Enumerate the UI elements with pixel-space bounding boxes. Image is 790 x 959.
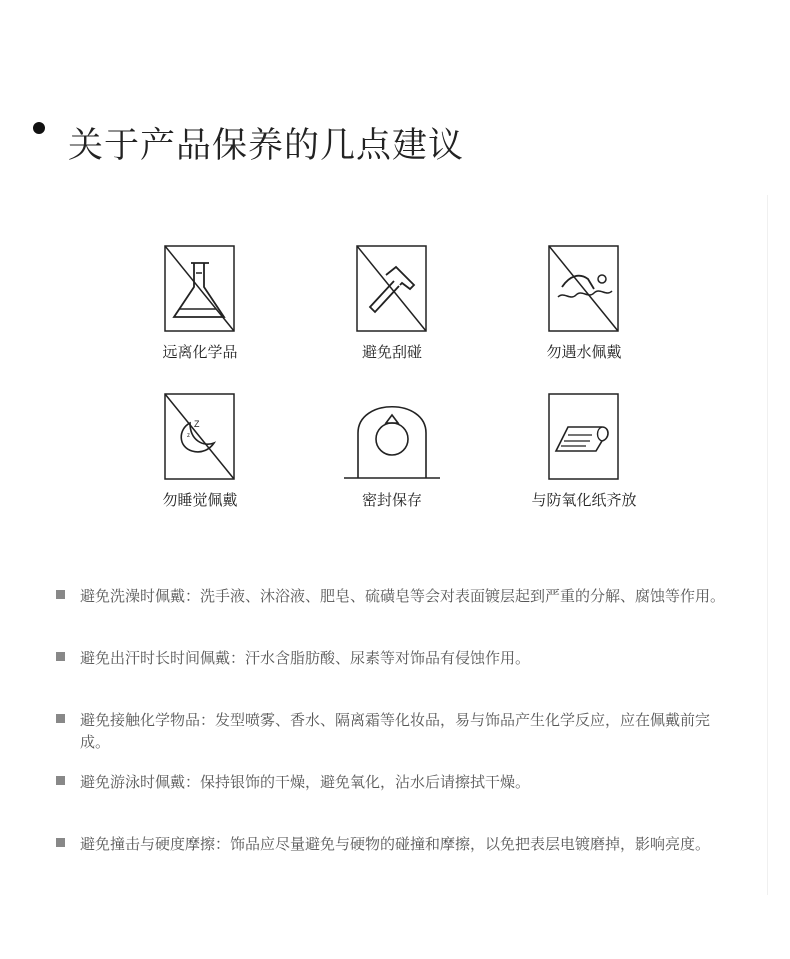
care-label: 勿睡觉佩戴 <box>162 491 238 509</box>
svg-text:Z: Z <box>194 419 200 429</box>
page-title: 关于产品保养的几点建议 <box>68 126 465 166</box>
edge-divider <box>767 195 768 895</box>
list-item <box>56 771 736 793</box>
care-label: 勿遇水佩戴 <box>546 343 622 361</box>
square-bullet-icon <box>56 838 65 847</box>
svg-text:z: z <box>187 433 190 439</box>
care-item-sleep <box>110 393 290 510</box>
ring-box-icon <box>344 393 440 481</box>
tip-text: 避免撞击与硬度摩擦：饰品应尽量避免与硬物的碰撞和摩擦，以免把表层电镀磨掉，影响亮度。 <box>80 835 711 853</box>
anti-oxidation-paper-icon <box>548 393 620 481</box>
no-sleep-moon-icon <box>164 393 236 481</box>
list-item <box>56 647 736 669</box>
care-item-hammer <box>302 245 482 362</box>
list-item <box>56 585 736 607</box>
square-bullet-icon <box>56 590 65 599</box>
care-item-paper <box>494 393 674 510</box>
care-label: 与防氧化纸齐放 <box>531 491 637 509</box>
tip-text: 避免游泳时佩戴：保持银饰的干燥，避免氧化，沾水后请擦拭干燥。 <box>80 773 531 791</box>
no-chemicals-icon <box>164 245 236 333</box>
title-bullet <box>33 122 45 134</box>
list-item <box>56 833 736 855</box>
care-item-chemical <box>110 245 290 362</box>
tip-text: 避免洗澡时佩戴：洗手液、沐浴液、肥皂、硫磺皂等会对表面镀层起到严重的分解、腐蚀等作用。 <box>80 587 726 605</box>
care-label: 密封保存 <box>361 491 422 509</box>
no-water-swim-icon <box>548 245 620 333</box>
tip-text: 避免接触化学物品：发型喷雾、香水、隔离霜等化妆品，易与饰品产生化学反应，应在佩戴前完成。 <box>80 711 711 751</box>
care-item-swim <box>494 245 674 362</box>
square-bullet-icon <box>56 652 65 661</box>
no-bumping-hammer-icon <box>356 245 428 333</box>
tip-text: 避免出汗时长时间佩戴：汗水含脂肪酸、尿素等对饰品有侵蚀作用。 <box>80 649 531 667</box>
square-bullet-icon <box>56 776 65 785</box>
care-label: 避免刮碰 <box>361 343 422 361</box>
care-item-sealed <box>302 393 482 510</box>
list-item <box>56 709 736 753</box>
care-label: 远离化学品 <box>162 343 238 361</box>
square-bullet-icon <box>56 714 65 723</box>
